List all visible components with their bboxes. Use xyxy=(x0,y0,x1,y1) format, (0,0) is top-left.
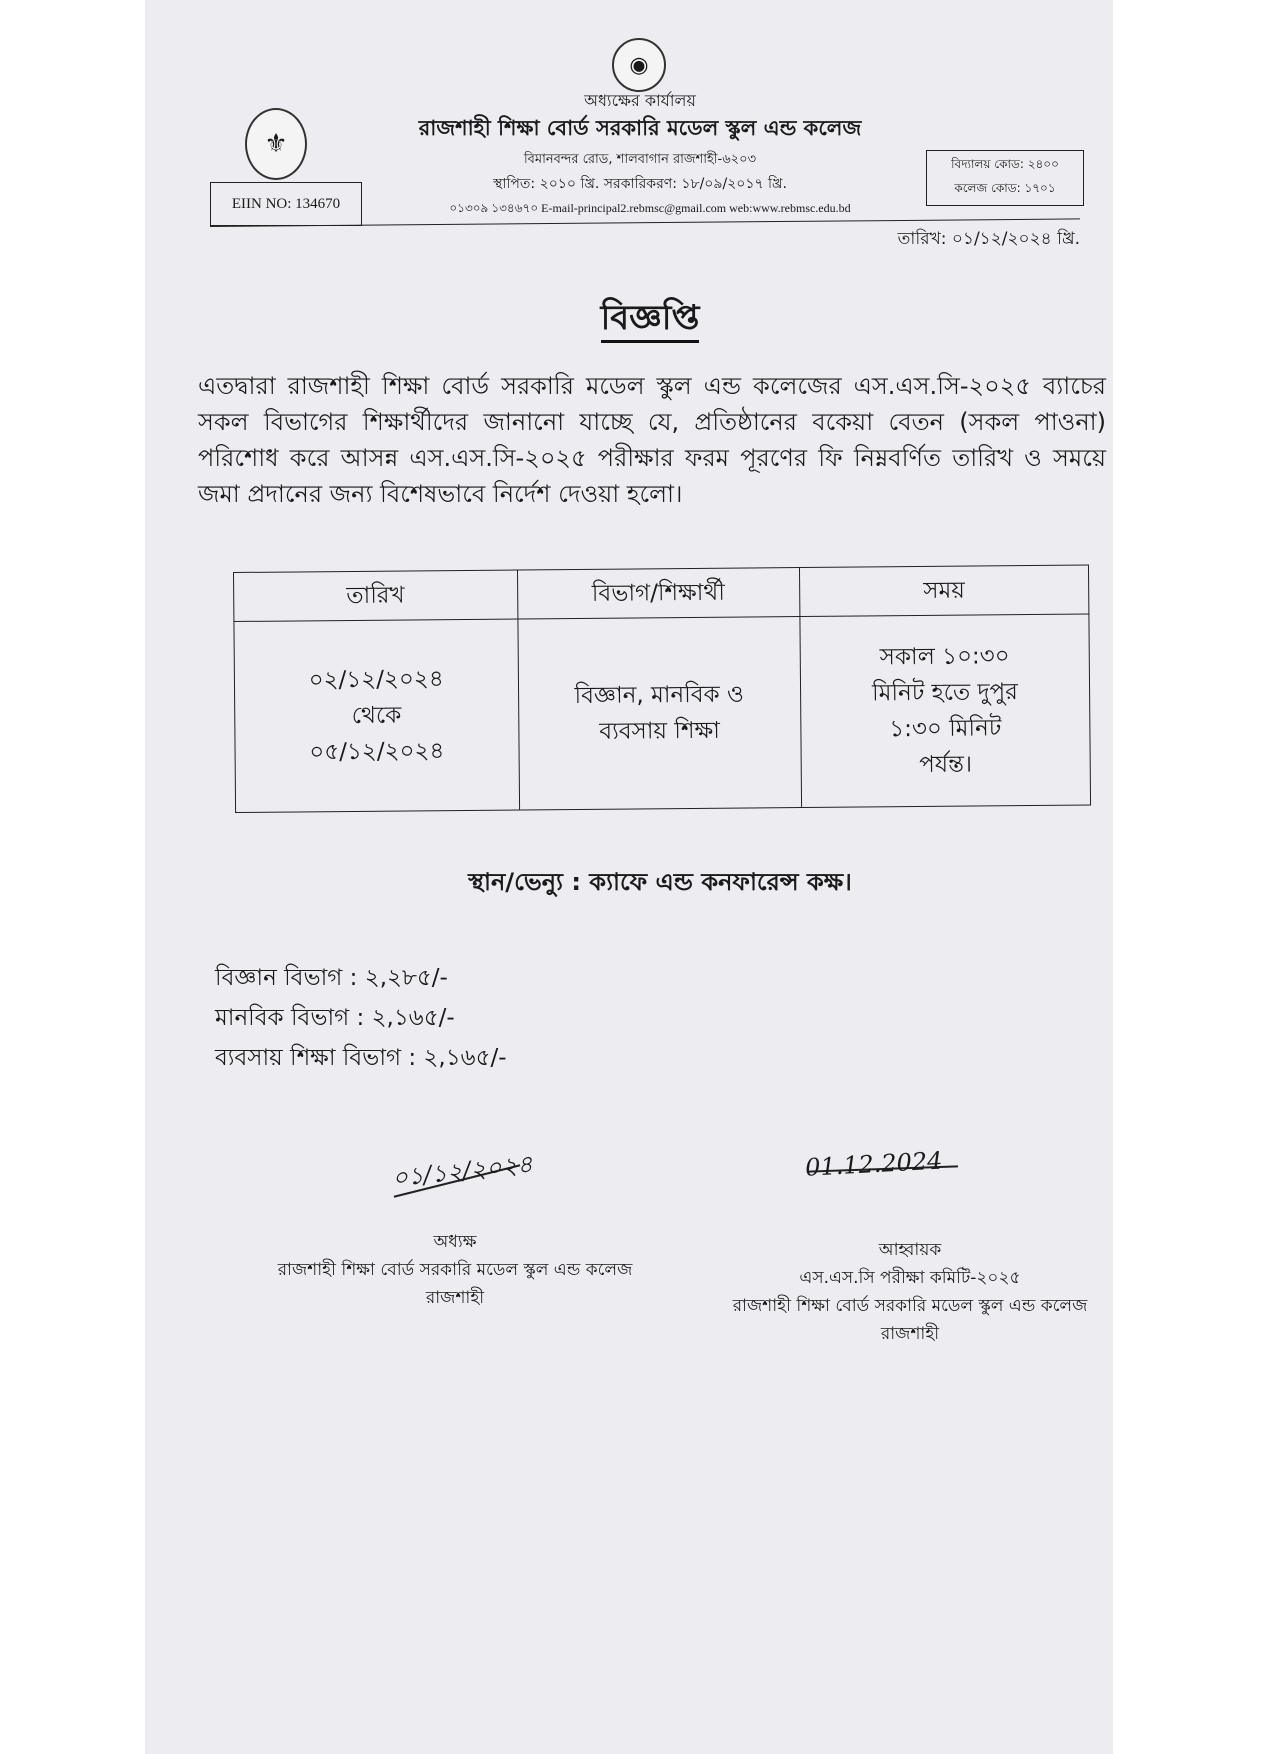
cell-date xyxy=(234,619,519,812)
convener-block xyxy=(690,1236,1130,1348)
government-seal-icon: ◉ xyxy=(612,38,666,92)
established-info: স্থাপিত: ২০১০ খ্রি. সরকারিকরণ: ১৮/০৯/২০১৭ খ্রি. xyxy=(493,176,787,192)
principal-city: রাজশাহী xyxy=(425,1288,485,1308)
time-line-4: পর্যন্ত। xyxy=(919,751,973,779)
cell-group xyxy=(517,617,801,810)
time-line-1: সকাল ১০:৩০ xyxy=(879,643,1010,671)
table-header-row xyxy=(234,565,1089,621)
school-name: রাজশাহী শিক্ষা বোর্ড সরকারি মডেল স্কুল এন্ড কলেজ xyxy=(418,116,862,140)
cell-time xyxy=(800,614,1091,808)
principal-signature-date: ০১/১২/২০২৪ xyxy=(390,1149,534,1193)
group-line-2: ব্যবসায় শিক্ষা xyxy=(599,717,720,745)
table-row xyxy=(234,614,1091,812)
date-mid: থেকে xyxy=(351,702,402,729)
notice-body: এতদ্বারা রাজশাহী শিক্ষা বোর্ড সরকারি মডেল স্কুল এন্ড কলেজের এস.এস.সি-২০২৫ ব্যাচের সকল বিভাগের শিক্ষার্থীদের জানানো যাচ্ছে যে, প্রতিষ্ঠানের বকেয়া বেতন (সকল পাওনা) পরিশোধ করে আসন্ন এস.এস.সি-২০২৫ পরীক্ষার ফরম পূরণের ফি নিম্নবর্ণিত তারিখ ও সময়ে জমা প্রদানের জন্য বিশেষভাবে নির্দেশ দেওয়া হলো। xyxy=(198,372,1106,508)
principal-role: অধ্যক্ষ xyxy=(433,1232,477,1252)
college-code: কলেজ কোড: ১৭০১ xyxy=(954,181,1056,195)
date-from: ০২/১২/২০২৪ xyxy=(308,666,444,694)
school-address: বিমানবন্দর রোড, শালবাগান রাজশাহী-৬২০৩ xyxy=(523,152,757,167)
school-logo-icon: ⚜ xyxy=(245,108,307,180)
fee-business: ব্যবসায় শিক্ষা বিভাগ : ২,১৬৫/- xyxy=(215,1045,507,1071)
header-group: বিভাগ/শিক্ষার্থী xyxy=(517,568,800,619)
time-line-2: মিনিট হতে দুপুর xyxy=(872,679,1018,707)
date-to: ০৫/১২/২০২৪ xyxy=(309,738,445,766)
principal-org: রাজশাহী শিক্ষা বোর্ড সরকারি মডেল স্কুল এন্ড কলেজ xyxy=(277,1260,633,1280)
eiin-number: EIIN NO: 134670 xyxy=(231,195,341,212)
group-line-1: বিজ্ঞান, মানবিক ও xyxy=(574,681,745,710)
fee-list xyxy=(215,958,815,1078)
convener-signature-date: 01.12.2024 xyxy=(804,1146,944,1182)
header-time: সময় xyxy=(799,565,1089,617)
principal-block xyxy=(245,1228,665,1312)
school-code: বিদ্যালয় কোড: ২৪০০ xyxy=(951,157,1059,171)
eiin-box xyxy=(210,182,362,226)
venue-line: স্থান/ভেন্যু : ক্যাফে এন্ড কনফারেন্স কক্ষ। xyxy=(468,868,852,896)
notice-title: বিজ্ঞপ্তি xyxy=(530,292,770,349)
fee-science: বিজ্ঞান বিভাগ : ২,২৮৫/- xyxy=(215,965,448,991)
fee-humanities: মানবিক বিভাগ : ২,১৬৫/- xyxy=(215,1005,455,1031)
convener-org: রাজশাহী শিক্ষা বোর্ড সরকারি মডেল স্কুল এন্ড কলেজ xyxy=(732,1296,1088,1316)
time-line-3: ১:৩০ মিনিট xyxy=(889,715,1002,743)
contact-info: ০১৩০৯ ১৩৪৬৭০ E-mail-principal2.rebmsc@gmail.com web:www.rebmsc.edu.bd xyxy=(449,201,851,215)
convener-role: আহ্বায়ক xyxy=(878,1240,942,1260)
schedule-table xyxy=(233,565,1091,813)
convener-committee: এস.এস.সি পরীক্ষা কমিটি-২০২৫ xyxy=(799,1268,1021,1288)
notice-date: তারিখ: ০১/১২/২০২৪ খ্রি. xyxy=(897,229,1080,249)
convener-city: রাজশাহী xyxy=(880,1324,940,1344)
code-box xyxy=(926,150,1084,206)
office-title: অধ্যক্ষের কার্যালয় xyxy=(584,91,696,110)
header-date: তারিখ xyxy=(234,570,518,621)
